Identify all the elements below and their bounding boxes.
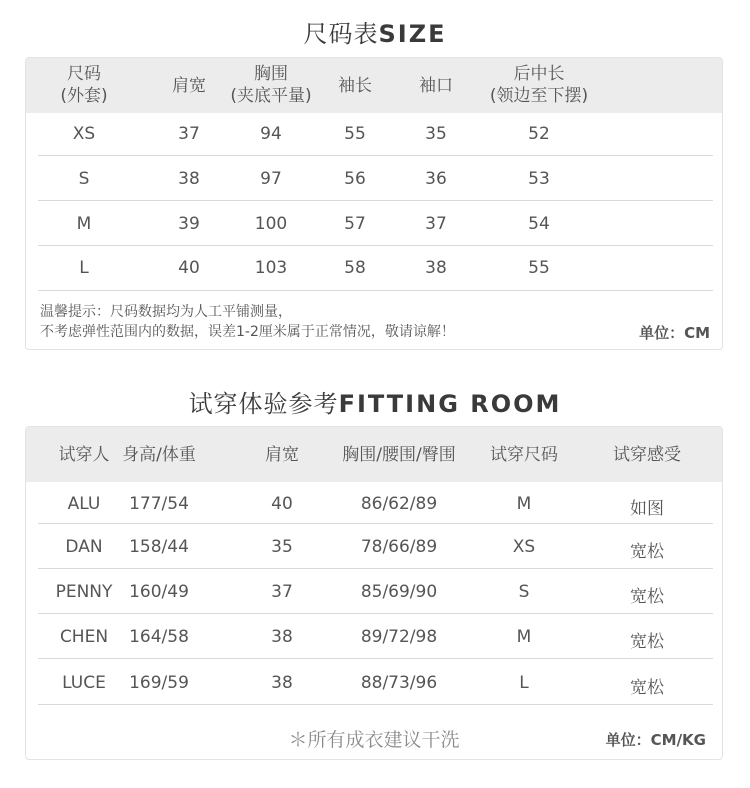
- fitting-table-cell: 160/49: [129, 582, 189, 602]
- dry-clean-note: ＊所有成衣建议干洗: [288, 729, 460, 751]
- size-table-header: [26, 58, 722, 113]
- size-header-cell: [338, 75, 372, 97]
- fitting-table-cell: 78/66/89: [360, 537, 438, 557]
- fitting-table-cell: 85/69/90: [360, 582, 438, 602]
- fitting-table-cell: 158/44: [129, 537, 189, 557]
- size-header-cell: [419, 75, 453, 97]
- size-table-cell: 55: [344, 124, 366, 144]
- size-header-sublabel: (夹底平量): [230, 86, 312, 106]
- row-divider: [38, 200, 713, 201]
- row-divider: [38, 704, 713, 705]
- size-table-cell: 53: [528, 169, 550, 189]
- fitting-table-cell: 40: [271, 494, 293, 514]
- size-table-cell: 57: [344, 214, 366, 234]
- size-table: [25, 57, 723, 350]
- row-divider: [38, 523, 713, 524]
- measurement-note-line2: 不考虑弹性范围内的数据，误差1-2厘米属于正常情况，敬请谅解！: [40, 324, 455, 340]
- row-divider: [38, 568, 713, 569]
- fitting-table-cell: L: [519, 673, 529, 693]
- fitting-header-cell: 身高/体重: [122, 445, 196, 465]
- fitting-header-cell: 试穿人: [58, 445, 110, 465]
- fitting-table-cell: 宽松: [630, 587, 664, 607]
- size-header-label: 后中长: [513, 64, 565, 84]
- size-table-cell: L: [79, 258, 89, 278]
- size-header-label: 尺码: [66, 64, 101, 84]
- size-table-cell: 40: [178, 258, 200, 278]
- fitting-table-cell: 177/54: [129, 494, 189, 514]
- fitting-table-cell: CHEN: [59, 627, 109, 647]
- size-table-cell: 94: [260, 124, 282, 144]
- size-table-cell: 55: [528, 258, 550, 278]
- fitting-header-cell: 试穿尺码: [490, 445, 558, 465]
- measurement-note: [40, 302, 455, 342]
- size-table-title: [0, 14, 750, 49]
- size-header-sublabel: (领边至下摆): [489, 86, 589, 106]
- fitting-table-cell: ALU: [67, 494, 101, 514]
- size-table-cell: 37: [178, 124, 200, 144]
- fitting-title-cn: 试穿体验参考: [188, 390, 339, 418]
- size-unit-label: 单位：CM: [639, 324, 710, 342]
- fitting-table-cell: 如图: [630, 499, 664, 519]
- row-divider: [38, 658, 713, 659]
- fitting-table-cell: 164/58: [129, 627, 189, 647]
- fitting-header-cell: 肩宽: [265, 445, 299, 465]
- fitting-table-cell: 38: [271, 627, 293, 647]
- measurement-note-line1: 温馨提示：尺码数据均为人工平铺测量，: [40, 304, 292, 320]
- size-table-cell: 100: [254, 214, 288, 234]
- size-table-cell: 97: [260, 169, 282, 189]
- size-table-cell: 38: [178, 169, 200, 189]
- size-table-cell: 56: [344, 169, 366, 189]
- size-table-cell: 37: [425, 214, 447, 234]
- size-table-cell: M: [76, 214, 92, 234]
- row-divider: [38, 613, 713, 614]
- fitting-table-cell: 88/73/96: [360, 673, 438, 693]
- fitting-room-title: [0, 384, 750, 419]
- fitting-table-cell: 宽松: [630, 632, 664, 652]
- fitting-table-cell: DAN: [65, 537, 103, 557]
- fitting-table-cell: 38: [271, 673, 293, 693]
- size-header-label: 肩宽: [172, 76, 206, 96]
- size-header-label: 袖长: [338, 76, 372, 96]
- size-table-cell: 54: [528, 214, 550, 234]
- fitting-table-cell: PENNY: [55, 582, 113, 602]
- fitting-header-cell: 试穿感受: [613, 445, 681, 465]
- size-header-cell: [490, 63, 588, 107]
- fitting-table-cell: 35: [271, 537, 293, 557]
- fitting-table-cell: 86/62/89: [360, 494, 438, 514]
- size-header-label: 袖口: [419, 76, 453, 96]
- fitting-table-cell: 89/72/98: [360, 627, 438, 647]
- row-divider: [38, 290, 713, 291]
- size-table-cell: 58: [344, 258, 366, 278]
- fitting-table-cell: S: [518, 582, 530, 602]
- size-title-en: SIZE: [378, 20, 447, 48]
- row-divider: [38, 155, 713, 156]
- fitting-unit-label: 单位：CM/KG: [605, 731, 706, 749]
- size-table-cell: 103: [254, 258, 288, 278]
- size-table-cell: 36: [425, 169, 447, 189]
- fitting-table-cell: M: [516, 494, 532, 514]
- size-header-cell: [230, 63, 311, 107]
- fitting-header-cell: 胸围/腰围/臀围: [342, 445, 456, 465]
- size-table-cell: 35: [425, 124, 447, 144]
- size-header-sublabel: (外套): [60, 86, 108, 106]
- fitting-table-cell: XS: [512, 537, 536, 557]
- fitting-table: [25, 426, 723, 760]
- fitting-table-cell: LUCE: [62, 673, 106, 693]
- fitting-table-cell: 宽松: [630, 678, 664, 698]
- fitting-title-en: FITTING ROOM: [338, 390, 562, 418]
- size-table-cell: S: [78, 169, 90, 189]
- size-header-label: 胸围: [253, 64, 288, 84]
- size-table-cell: XS: [72, 124, 96, 144]
- size-title-cn: 尺码表: [303, 20, 379, 48]
- size-table-cell: 52: [528, 124, 550, 144]
- fitting-table-cell: 宽松: [630, 542, 664, 562]
- size-header-cell: [60, 63, 107, 107]
- size-header-cell: [172, 75, 206, 97]
- size-table-cell: 38: [425, 258, 447, 278]
- fitting-table-cell: 169/59: [129, 673, 189, 693]
- fitting-table-cell: 37: [271, 582, 293, 602]
- fitting-table-cell: M: [516, 627, 532, 647]
- row-divider: [38, 245, 713, 246]
- size-table-cell: 39: [178, 214, 200, 234]
